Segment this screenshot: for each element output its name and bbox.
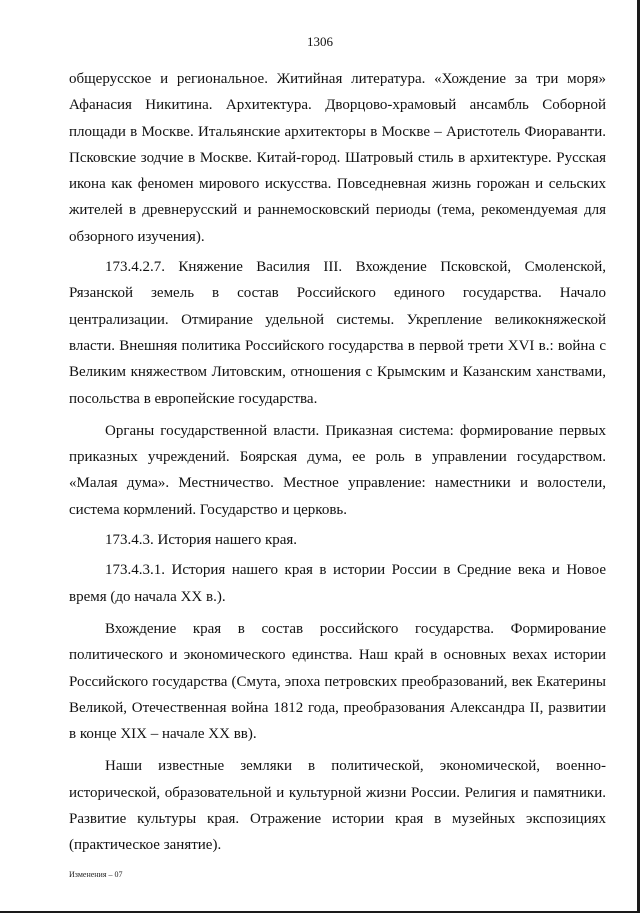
paragraph-famous-countrymen: Наши известные земляки в политической, экономической, военно-исторической, образовательной и культурной жизни России. Религия и памятники. Развитие культуры края. Отражение истории края в музейных экспозициях (практическое занятие). <box>69 758 606 854</box>
footer-note: Изменения – 07 <box>69 870 123 879</box>
paragraph-section-173-4-2-7: 173.4.2.7. Княжение Василия III. Вхождение Псковской, Смоленской, Рязанской земель в состав Российского единого государства. Начало централизации. Отмирание удельной системы. Укрепление великокняжеской власти. Внешняя политика Российского государства в первой трети XVI в.: война с Великим княжеством Литовским, отношения с Крымским и Казанским ханствами, посольства в европейские государства. <box>69 259 606 407</box>
paragraph-section-173-4-3-1: 173.4.3.1. История нашего края в истории России в Средние века и Новое время (до начала XX в.). <box>69 562 606 605</box>
paragraph-region-entry: Вхождение края в состав российского государства. Формирование политического и экономического единства. Наш край в основных вехах истории Российского государства (Смута, эпоха петровских преобразований, век Екатерины Великой, Отечественная война 1812 года, преобразования Александра II, развитии в конце XIX – начале XX вв). <box>69 620 606 743</box>
document-body <box>69 66 606 859</box>
page-number: 1306 <box>307 34 333 49</box>
paragraph-continuation: общерусское и региональное. Житийная литература. «Хождение за три моря» Афанасия Никитина. Архитектура. Дворцово-храмовый ансамбль Соборной площади в Москве. Итальянские архитекторы в Москве – Аристотель Фиораванти. Псковские зодчие в Москве. Китай-город. Шатровый стиль в архитектуре. Русская икона как феномен мирового искусства. Повседневная жизнь горожан и сельских жителей в древнерусский и раннемосковский периоды (тема, рекомендуемая для обзорного изучения). <box>69 71 606 245</box>
heading-section-173-4-3: 173.4.3. История нашего края. <box>105 532 298 549</box>
paragraph-government-organs: Органы государственной власти. Приказная система: формирование первых приказных учреждений. Боярская дума, ее роль в управлении государством. «Малая дума». Местничество. Местное управление: наместники и волостели, система кормлений. Государство и церковь. <box>69 422 606 518</box>
